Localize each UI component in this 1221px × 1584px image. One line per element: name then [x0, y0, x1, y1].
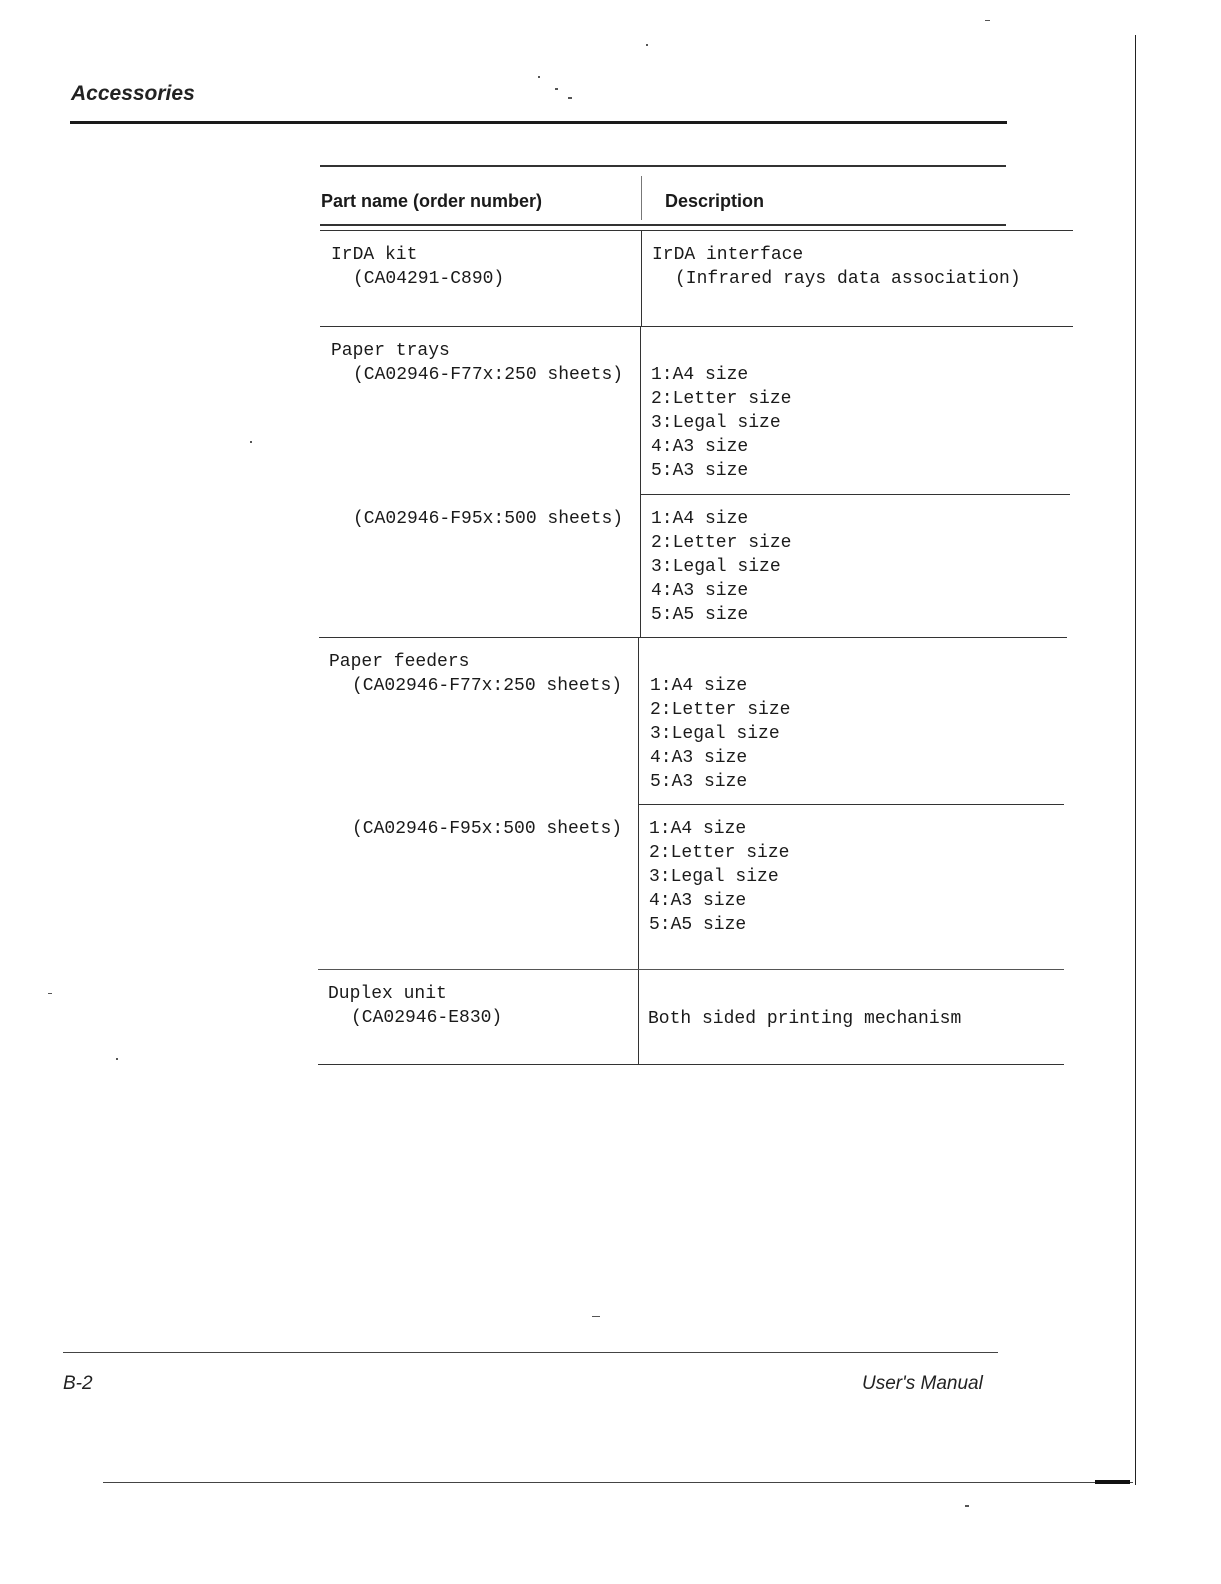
size-item: 5:A3 size	[651, 461, 749, 481]
size-item: 2:Letter size	[650, 700, 791, 720]
order-number: (CA02946-F77x:250 sheets)	[352, 676, 623, 696]
row-divider	[318, 969, 1064, 970]
part-name: Paper feeders	[329, 652, 470, 672]
table-bottom-rule	[318, 1064, 1064, 1065]
size-item: 5:A5 size	[651, 605, 749, 625]
size-item: 3:Legal size	[651, 557, 781, 577]
header-bottom-rule-2	[320, 230, 1073, 231]
header-rule	[70, 121, 1007, 124]
order-number: (CA02946-F95x:500 sheets)	[353, 509, 624, 529]
footer-rule	[63, 1352, 998, 1353]
sub-row-divider	[639, 804, 1064, 805]
scan-bottom-mark	[1095, 1480, 1130, 1484]
column-divider	[641, 231, 642, 327]
scan-speck	[555, 88, 558, 90]
scan-speck	[568, 97, 572, 99]
scan-speck	[538, 76, 540, 78]
size-item: 1:A4 size	[649, 819, 747, 839]
size-item: 4:A3 size	[651, 437, 749, 457]
column-header-part-name: Part name (order number)	[321, 191, 543, 211]
size-item: 5:A3 size	[650, 772, 748, 792]
description-line: (Infrared rays data association)	[675, 269, 1021, 289]
column-divider	[638, 637, 639, 1065]
table-top-rule	[320, 165, 1006, 167]
row-divider	[319, 637, 1067, 638]
size-item: 2:Letter size	[651, 389, 792, 409]
size-item: 1:A4 size	[651, 365, 749, 385]
size-item: 3:Legal size	[649, 867, 779, 887]
size-item: 1:A4 size	[651, 509, 749, 529]
column-header-description: Description	[665, 191, 765, 211]
manual-name: User's Manual	[862, 1373, 983, 1394]
size-item: 4:A3 size	[651, 581, 749, 601]
scan-edge-line	[1135, 35, 1136, 1485]
size-item: 3:Legal size	[651, 413, 781, 433]
scan-speck	[116, 1058, 118, 1060]
size-item: 2:Letter size	[649, 843, 790, 863]
header-bottom-rule	[320, 224, 1006, 226]
size-item: 4:A3 size	[649, 891, 747, 911]
scan-speck	[250, 441, 252, 443]
scan-speck	[965, 1505, 969, 1507]
size-item: 1:A4 size	[650, 676, 748, 696]
order-number: (CA02946-F95x:500 sheets)	[352, 819, 623, 839]
sub-row-divider	[641, 494, 1070, 495]
scan-speck	[985, 20, 990, 21]
size-item: 4:A3 size	[650, 748, 748, 768]
scan-speck	[48, 993, 52, 994]
scan-speck	[646, 44, 648, 46]
row-divider	[320, 326, 1073, 327]
size-item: 3:Legal size	[650, 724, 780, 744]
size-item: 2:Letter size	[651, 533, 792, 553]
scan-bottom-line	[103, 1482, 1133, 1483]
part-name: IrDA kit	[331, 245, 418, 265]
description-line: IrDA interface	[652, 245, 804, 265]
part-name: Duplex unit	[328, 984, 447, 1004]
part-name: Paper trays	[331, 341, 450, 361]
scan-speck	[592, 1316, 600, 1317]
size-item: 5:A5 size	[649, 915, 747, 935]
page-number: B-2	[63, 1373, 93, 1394]
header-column-divider	[641, 176, 642, 220]
column-divider	[640, 327, 641, 637]
order-number: (CA04291-C890)	[353, 269, 505, 289]
order-number: (CA02946-E830)	[351, 1008, 503, 1028]
page-header-title: Accessories	[71, 82, 195, 105]
order-number: (CA02946-F77x:250 sheets)	[353, 365, 624, 385]
description-line: Both sided printing mechanism	[648, 1009, 962, 1029]
